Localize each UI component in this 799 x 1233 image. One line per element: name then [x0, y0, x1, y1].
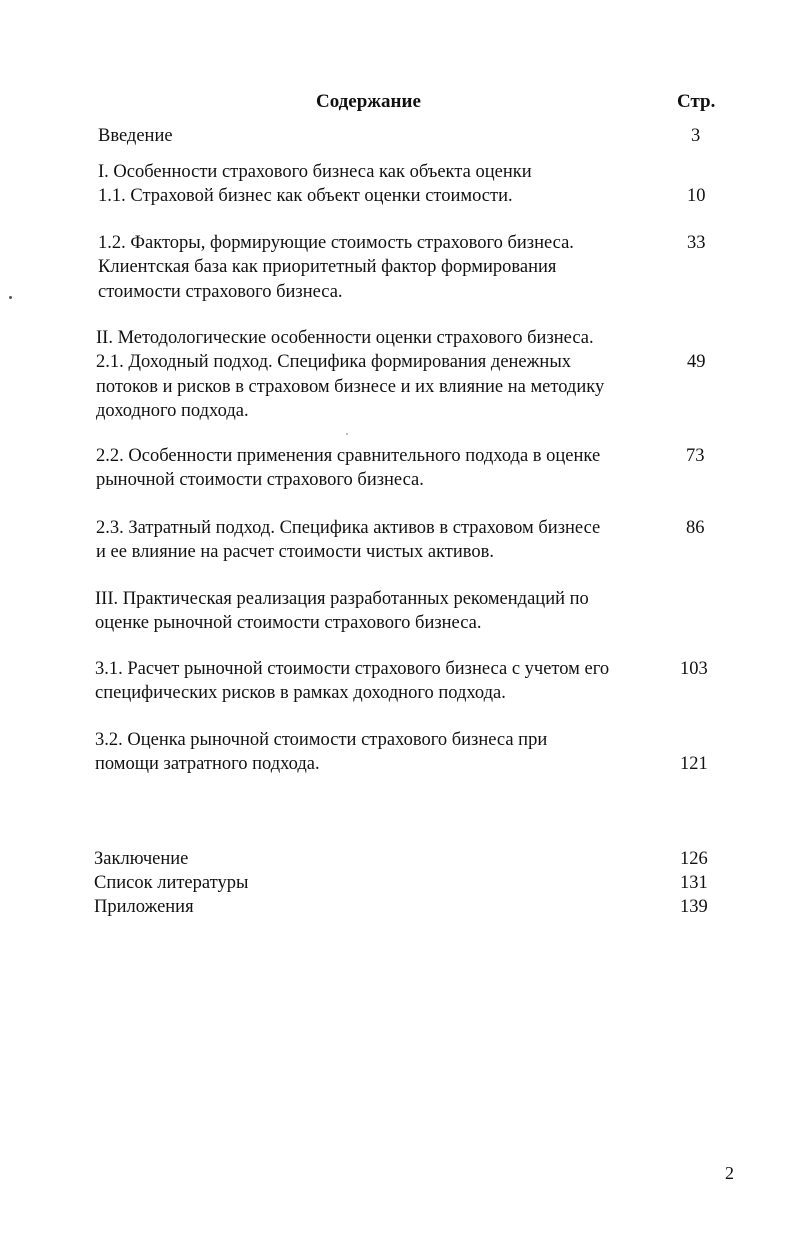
- toc-page-column-header: Стр.: [677, 91, 716, 112]
- toc-entry-page: 49: [687, 352, 706, 372]
- toc-entry-line: 2.3. Затратный подход. Специфика активов в страховом бизнесе: [96, 518, 601, 538]
- toc-entry-line: 1.2. Факторы, формирующие стоимость страхового бизнеса.: [98, 233, 574, 253]
- toc-entry-page: 33: [687, 233, 706, 253]
- toc-entry-line: Список литературы: [94, 873, 249, 893]
- scan-speck: [9, 296, 12, 299]
- toc-title: Содержание: [316, 91, 421, 112]
- toc-entry: [95, 657, 609, 706]
- scan-speck: [346, 433, 348, 435]
- toc-entry: [94, 871, 248, 895]
- toc-entry-line: 3.2. Оценка рыночной стоимости страхового бизнеса при: [95, 730, 548, 750]
- toc-entry: [95, 728, 547, 777]
- toc-entry: [98, 160, 532, 209]
- toc-entry-page: 121: [680, 754, 708, 774]
- toc-entry-line: I. Особенности страхового бизнеса как объекта оценки: [98, 162, 532, 182]
- toc-entry-page: 131: [680, 873, 708, 893]
- toc-entry: [98, 124, 173, 148]
- toc-entry-line: 2.2. Особенности применения сравнительного подхода в оценке: [96, 446, 601, 466]
- toc-entry: [95, 587, 589, 636]
- toc-entry-line: доходного подхода.: [96, 400, 249, 421]
- toc-entry: [96, 516, 600, 565]
- toc-entry-line: рыночной стоимости страхового бизнеса.: [96, 470, 424, 491]
- toc-entry-page: 10: [687, 186, 706, 206]
- footer-page-number: 2: [725, 1163, 734, 1183]
- toc-entry-page: 103: [680, 659, 708, 679]
- toc-entry-line: стоимости страхового бизнеса.: [98, 281, 343, 302]
- toc-entry-line: II. Методологические особенности оценки страхового бизнеса.: [96, 328, 594, 348]
- toc-entry-line: 2.1. Доходный подход. Специфика формирования денежных: [96, 352, 572, 373]
- toc-entry-line: Приложения: [94, 897, 194, 917]
- toc-entry-page: 126: [680, 849, 708, 869]
- toc-entry-line: и ее влияние на расчет стоимости чистых активов.: [96, 542, 495, 563]
- toc-entry-line: Клиентская база как приоритетный фактор формирования: [98, 257, 557, 278]
- toc-entry-line: Введение: [98, 126, 173, 146]
- toc-entry-page: 139: [680, 897, 708, 917]
- toc-entry-page: 73: [686, 446, 705, 466]
- toc-entry: [98, 231, 574, 304]
- toc-entry-line: потоков и рисков в страховом бизнесе и их влияние на методику: [96, 376, 605, 397]
- toc-entry-line: оценке рыночной стоимости страхового бизнеса.: [95, 613, 482, 634]
- toc-entry-line: Заключение: [94, 849, 189, 869]
- toc-entry-page: 3: [691, 126, 701, 146]
- toc-entry-line: 1.1. Страховой бизнес как объект оценки стоимости.: [98, 186, 513, 207]
- toc-entry-line: III. Практическая реализация разработанных рекомендаций по: [95, 589, 589, 609]
- toc-entry-page: 86: [686, 518, 705, 538]
- toc-entry: [94, 895, 194, 919]
- toc-entry: [94, 847, 188, 871]
- toc-entry-line: помощи затратного подхода.: [95, 754, 320, 775]
- toc-entry-line: специфических рисков в рамках доходного подхода.: [95, 683, 506, 704]
- toc-entry: [96, 444, 600, 493]
- toc-entry-line: 3.1. Расчет рыночной стоимости страхового бизнеса с учетом его: [95, 659, 610, 679]
- toc-entry: [96, 326, 604, 423]
